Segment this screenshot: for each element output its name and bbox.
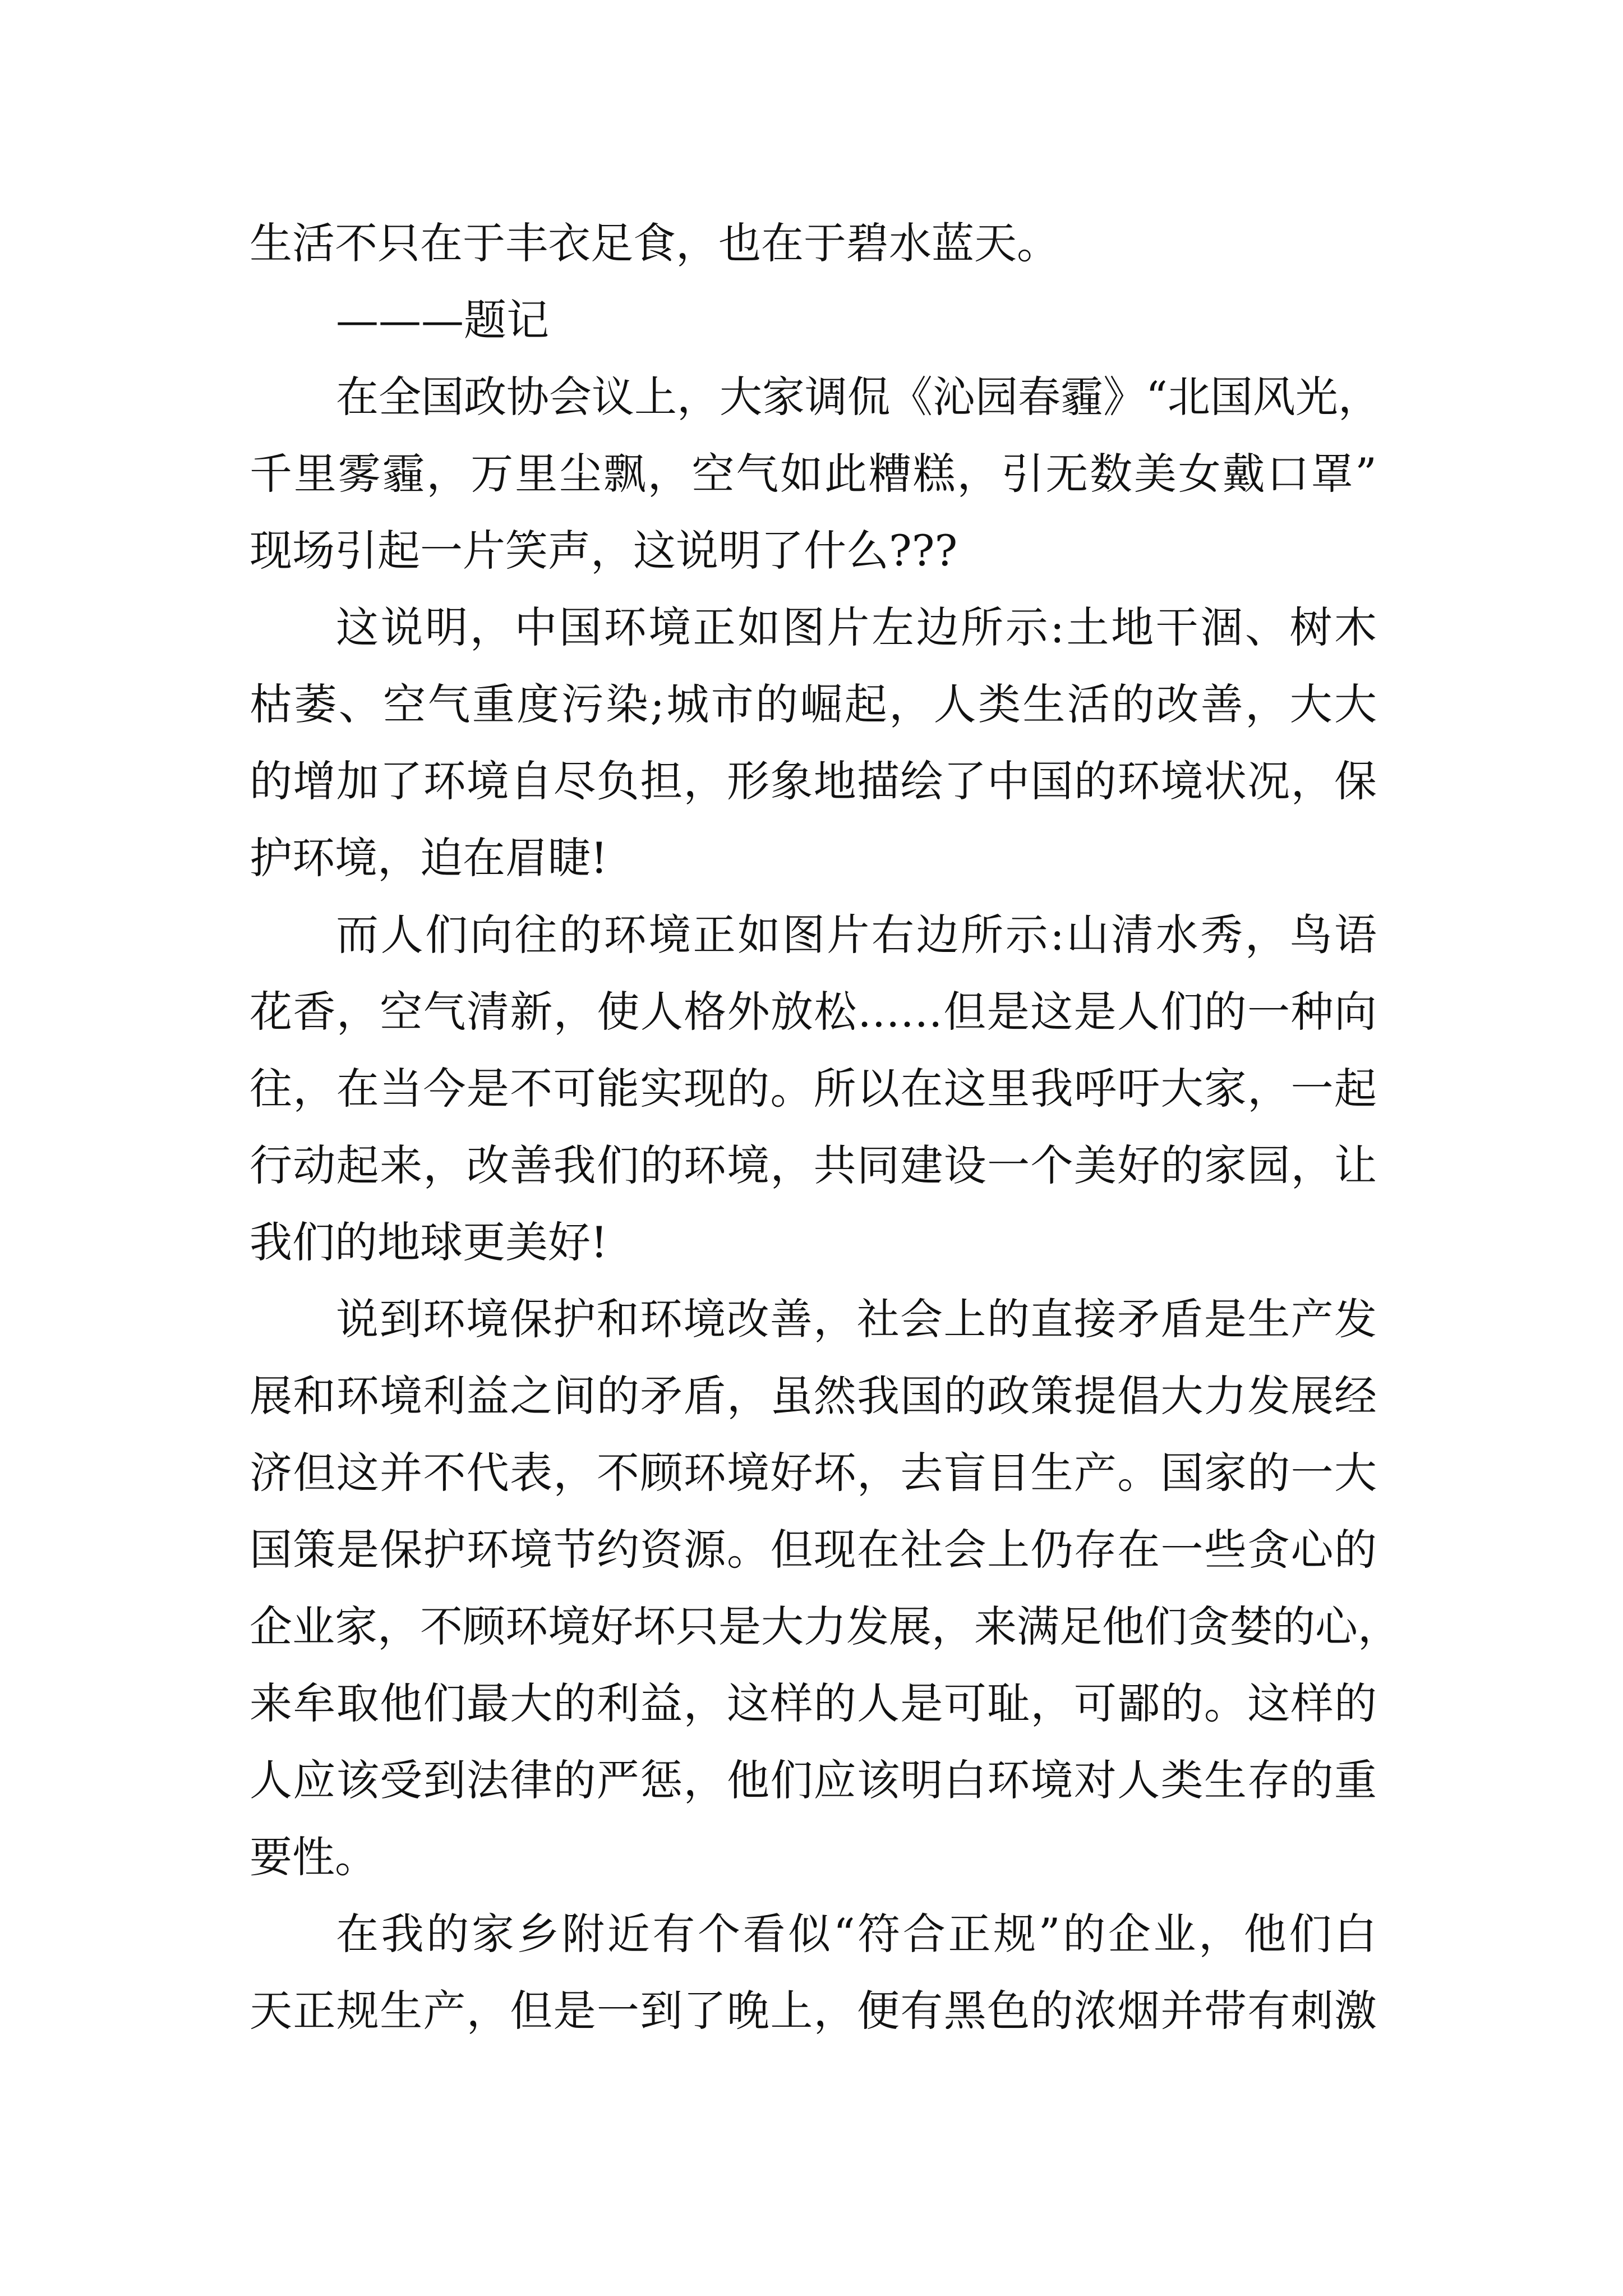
- epigraph-line: 生活不只在于丰衣足食，也在于碧水蓝天。: [250, 218, 1059, 268]
- document-body: [250, 205, 1400, 2049]
- paragraph-5-line-1: 在我的家乡附近有个看似“符合正规”的企业，他们白: [336, 1909, 1377, 1959]
- paragraph-1-line-2: 千里雾霾，万里尘飘，空气如此糟糕，引无数美女戴口罩”: [250, 449, 1377, 499]
- paragraph-4-line-5: 企业家，不顾环境好坏只是大力发展，来满足他们贪婪的心，: [250, 1602, 1400, 1651]
- paragraph-4-line-3: 济但这并不代表，不顾环境好坏，去盲目生产。国家的一大: [250, 1448, 1377, 1498]
- paragraph-1-line-1: 在全国政协会议上，大家调侃《沁园春霾》“北国风光，: [336, 372, 1381, 422]
- paragraph-2-line-2: 枯萎、空气重度污染;城市的崛起，人类生活的改善，大大: [250, 679, 1377, 729]
- paragraph-2-line-1: 这说明，中国环境正如图片左边所示:土地干涸、树木: [336, 602, 1377, 652]
- paragraph-4-line-7: 人应该受到法律的严惩，他们应该明白环境对人类生存的重: [250, 1755, 1377, 1805]
- paragraph-2-line-3: 的增加了环境自尽负担，形象地描绘了中国的环境状况，保: [250, 756, 1377, 806]
- paragraph-3-line-1: 而人们向往的环境正如图片右边所示:山清水秀，鸟语: [336, 910, 1377, 960]
- paragraph-5-line-2: 天正规生产，但是一到了晚上，便有黑色的浓烟并带有刺激: [250, 1986, 1377, 2036]
- paragraph-2-line-4: 护环境，迫在眉睫!: [250, 833, 608, 883]
- paragraph-4-line-6: 来牟取他们最大的利益，这样的人是可耻，可鄙的。这样的: [250, 1678, 1377, 1728]
- paragraph-3-line-3: 往，在当今是不可能实现的。所以在这里我呼吁大家，一起: [250, 1064, 1377, 1114]
- paragraph-4-line-8: 要性。: [250, 1832, 377, 1882]
- paragraph-4-line-4: 国策是保护环境节约资源。但现在社会上仍存在一些贪心的: [250, 1525, 1377, 1575]
- paragraph-3-line-5: 我们的地球更美好!: [250, 1217, 608, 1267]
- paragraph-4-line-1: 说到环境保护和环境改善，社会上的直接矛盾是生产发: [336, 1294, 1377, 1344]
- paragraph-3-line-4: 行动起来，改善我们的环境，共同建设一个美好的家园，让: [250, 1140, 1377, 1190]
- paragraph-3-line-2: 花香，空气清新，使人格外放松……但是这是人们的一种向: [250, 987, 1377, 1037]
- paragraph-1-line-3: 现场引起一片笑声，这说明了什么???: [250, 526, 958, 576]
- paragraph-4-line-2: 展和环境利益之间的矛盾，虽然我国的政策提倡大力发展经: [250, 1371, 1377, 1421]
- epigraph-attribution: ———题记: [336, 295, 549, 345]
